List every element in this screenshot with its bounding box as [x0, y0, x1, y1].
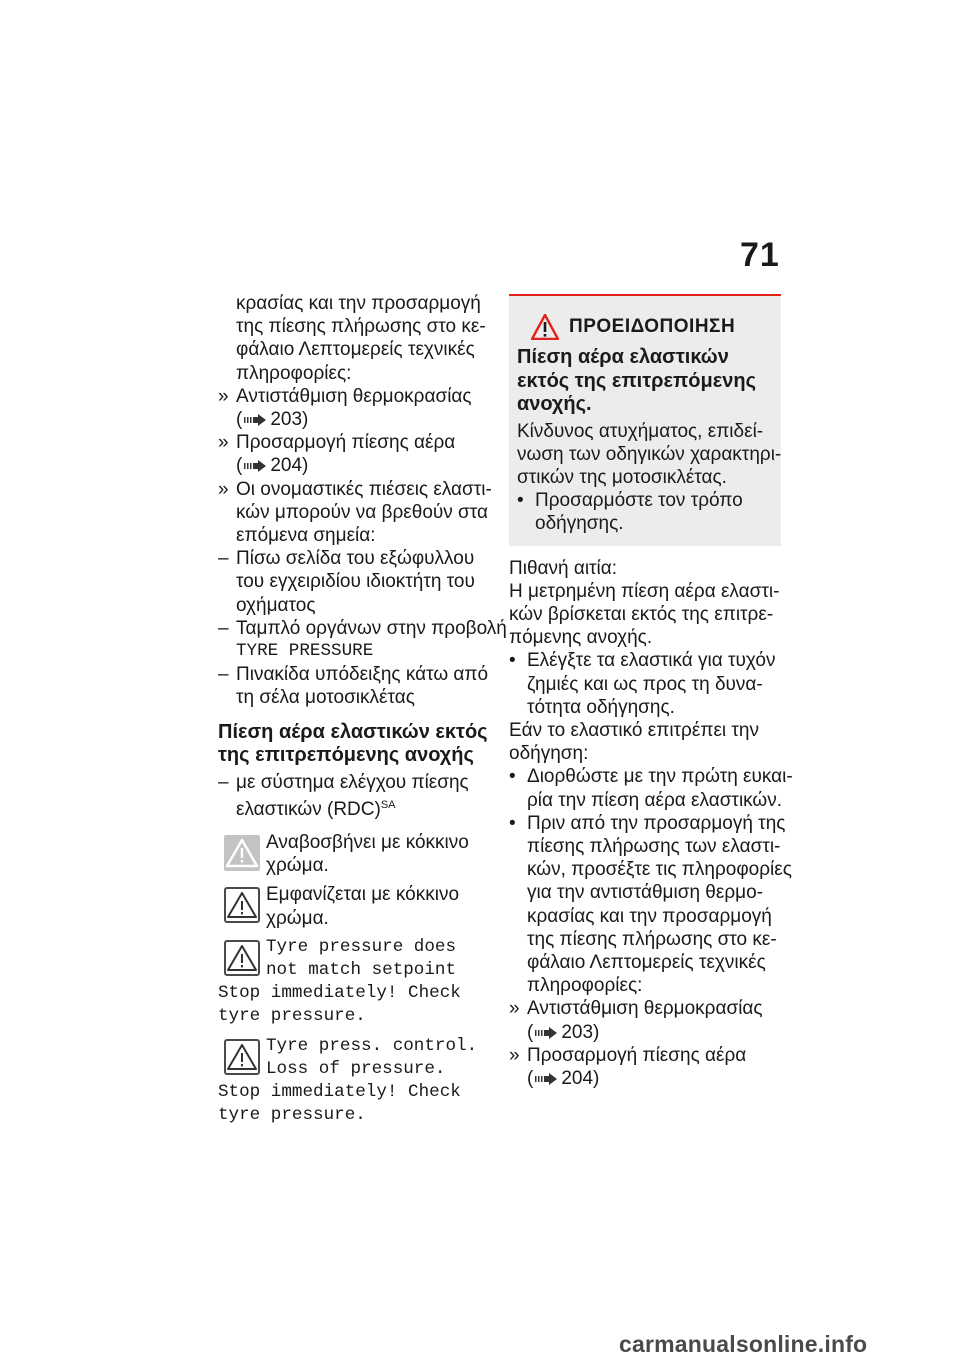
list-marker: »: [218, 478, 229, 500]
display-text: TYRE PRESSURE: [236, 641, 374, 662]
list-item: [509, 649, 781, 719]
text-line: Stop immediately! Check: [218, 983, 461, 1004]
left-column: [218, 292, 507, 1128]
text-line: Loss of pressure.: [266, 1058, 446, 1079]
ref-text: Αντιστάθμιση θερμοκρασίας: [527, 998, 763, 1020]
text-line: Πίσω σελίδα του εξώφυλλου: [236, 548, 475, 570]
ref-text: Προσαρμογή πίεσης αέρα: [236, 432, 456, 454]
list-item: [218, 547, 490, 617]
warning-label: ΠΡΟΕΙΔΟΠΟΙΗΣΗ: [569, 316, 736, 338]
text-line: Ελέγξτε τα ελαστικά για τυχόν: [527, 650, 776, 672]
cross-reference[interactable]: [218, 431, 490, 477]
text-line: τη σέλα μοτοσικλέτας: [236, 687, 415, 709]
paren: (: [236, 409, 243, 431]
list-item: [218, 663, 490, 709]
ref-page: 203): [561, 1021, 600, 1043]
heading-line: ανοχής.: [517, 393, 592, 415]
ref-marker: »: [509, 1044, 520, 1066]
cause-label: Πιθανή αιτία:: [509, 557, 618, 579]
display-message: [218, 936, 490, 1029]
ref-page: 204): [270, 455, 309, 477]
text-line: Ταμπλό οργάνων στην προβολή: [236, 617, 507, 639]
warning-triangle-outline-icon: [224, 887, 260, 923]
text-line: κών βρίσκεται εκτός της επιτρε-: [509, 603, 774, 625]
text-line: ελαστικών (RDC): [236, 798, 381, 820]
text-line: με σύστημα ελέγχου πίεσης: [236, 771, 469, 793]
cause-section: [509, 557, 793, 1091]
text-line: tyre pressure.: [218, 1006, 366, 1027]
text-line: Πινακίδα υπόδειξης κάτω από: [236, 664, 489, 686]
text-line: φάλαιο Λεπτομερείς τεχνικές: [527, 951, 766, 973]
page-number: 71: [740, 236, 780, 274]
list-item: [509, 812, 792, 998]
page-arrow-icon: [535, 1073, 557, 1085]
ref-marker: »: [509, 998, 520, 1020]
text-line: κρασίας και την προσαρμογή: [527, 905, 772, 927]
text-line: οδήγησης.: [535, 513, 624, 535]
ref-page: 204): [561, 1067, 600, 1089]
text-line: του εγχειριδίου ιδιοκτήτη του: [236, 571, 475, 593]
text-line: Η μετρημένη πίεση αέρα ελαστι-: [509, 580, 780, 602]
bullet-marker: •: [509, 812, 516, 834]
dash-marker: –: [218, 617, 229, 639]
ref-text: Αντιστάθμιση θερμοκρασίας: [236, 385, 472, 407]
warning-triangle-outline-icon: [224, 1039, 260, 1075]
ref-marker: »: [218, 432, 229, 454]
text-line: οχήματος: [236, 594, 316, 616]
heading-line: της επιτρεπόμενης ανοχής: [218, 744, 474, 767]
text-line: κών, προσέξτε τις πληροφορίες: [527, 859, 792, 881]
text-line: ρία την πίεση αέρα ελαστικών.: [527, 789, 783, 811]
text-line: Πριν από την προσαρμογή της: [527, 812, 786, 834]
text-line: not match setpoint: [266, 960, 457, 981]
ref-page: 203): [270, 409, 309, 431]
dash-marker: –: [218, 548, 229, 570]
text-line: ζημιές και ως προς τη δυνα-: [527, 673, 763, 695]
text-line: χρώμα.: [266, 855, 329, 877]
text-line: tyre pressure.: [218, 1105, 366, 1126]
text-line: Εάν το ελαστικό επιτρέπει την: [509, 719, 759, 741]
page-arrow-icon: [535, 1027, 557, 1039]
warning-box: [509, 294, 781, 546]
text-line: φάλαιο Λεπτομερείς τεχνικές: [236, 339, 475, 361]
list-item: [509, 765, 793, 811]
text-line: Tyre press. control.: [266, 1035, 478, 1056]
text-line: πληροφορίες:: [527, 975, 643, 997]
text-line: επόμενα σημεία:: [236, 525, 376, 547]
rdc-condition: [218, 771, 490, 821]
text-line: πίεσης πλήρωσης των ελαστι-: [527, 835, 781, 857]
text-line: της πίεσης πλήρωσης στο κε-: [527, 928, 777, 950]
paren: (: [236, 455, 243, 477]
text-line: πόμενης ανοχής.: [509, 627, 653, 649]
display-message: [218, 1035, 490, 1128]
text-line: Εμφανίζεται με κόκκινο: [266, 884, 460, 906]
cross-reference[interactable]: [218, 385, 490, 431]
text-line: κρασίας και την προσαρμογή: [236, 293, 481, 314]
text-line: στικών της μοτοσικλέτας.: [517, 466, 727, 488]
page-arrow-icon: [244, 414, 266, 426]
bullet-marker: •: [517, 490, 524, 512]
warning-triangle-icon: [531, 314, 559, 340]
text-line: Οι ονομαστικές πιέσεις ελαστι-: [236, 478, 492, 500]
bullet-marker: •: [509, 766, 516, 788]
indicator-row: [218, 831, 490, 877]
dash-marker: –: [218, 771, 229, 793]
indicator-row: [218, 883, 490, 929]
text-line: οδήγηση:: [509, 743, 589, 765]
nominal-pressure-note: [218, 478, 490, 548]
text-line: νωση των οδηγικών χαρακτηρι-: [517, 443, 782, 465]
watermark: carmanualsonline.info: [619, 1331, 868, 1357]
warning-triangle-outline-icon: [224, 940, 260, 976]
text-line: Stop immediately! Check: [218, 1082, 461, 1103]
text-line: Tyre pressure does: [266, 936, 457, 957]
text-line: για την αντιστάθμιση θερμο-: [527, 882, 763, 904]
warning-triangle-gray-icon: [224, 835, 260, 871]
heading-line: εκτός της επιτρεπόμενης: [517, 369, 756, 392]
paren: (: [527, 1067, 534, 1089]
cross-reference[interactable]: [509, 997, 781, 1043]
bullet-marker: •: [509, 650, 516, 672]
text-line: χρώμα.: [266, 907, 329, 929]
text-line: πληροφορίες:: [236, 362, 352, 384]
page-arrow-icon: [244, 460, 266, 472]
text-line: Διορθώστε με την πρώτη ευκαι-: [527, 766, 793, 788]
heading-line: Πίεση αέρα ελαστικών εκτός: [218, 720, 488, 743]
paren: (: [527, 1021, 534, 1043]
section-heading: [218, 721, 490, 768]
text-line: της πίεσης πλήρωσης στο κε-: [236, 316, 486, 338]
warning-heading: [517, 346, 773, 417]
cross-reference[interactable]: [509, 1044, 781, 1090]
list-item: [218, 617, 507, 663]
warning-title: [531, 314, 773, 340]
text-line: Αναβοσβήνει με κόκκινο: [266, 832, 469, 854]
intro-paragraph: [218, 292, 490, 385]
text-line: κών μπορούν να βρεθούν στα: [236, 501, 489, 523]
right-column: [509, 294, 793, 1090]
ref-marker: »: [218, 385, 229, 407]
dash-marker: –: [218, 664, 229, 686]
text-line: Προσαρμόστε τον τρόπο: [535, 490, 743, 512]
sa-superscript: SA: [380, 798, 396, 811]
text-line: Κίνδυνος ατυχήματος, επιδεί-: [517, 420, 764, 442]
heading-line: Πίεση αέρα ελαστικών: [517, 346, 729, 368]
ref-text: Προσαρμογή πίεσης αέρα: [527, 1044, 747, 1066]
text-line: τότητα οδήγησης.: [527, 696, 675, 718]
